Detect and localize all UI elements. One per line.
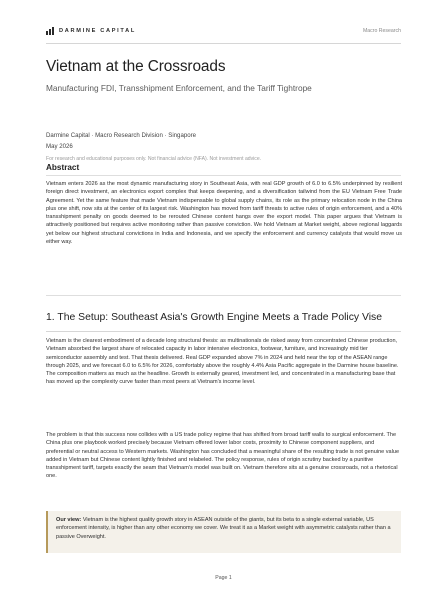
brand-name: DARMINE CAPITAL bbox=[59, 28, 136, 34]
publication-date: May 2026 bbox=[46, 143, 73, 150]
section-divider bbox=[46, 331, 401, 332]
abstract-divider bbox=[46, 175, 401, 176]
callout-text: Vietnam is the highest quality growth story in ASEAN outside of the giants, but its beta to a single external variable, US enforcement intensity, is higher than any other economy we cover. We treat it as a Market weight with asymmetric catalysts rather than a passive Overweight. bbox=[56, 517, 391, 540]
page-number: Page 1 bbox=[215, 575, 232, 581]
our-view-callout bbox=[46, 511, 401, 553]
document-type: Macro Research bbox=[362, 28, 401, 34]
section-heading: 1. The Setup: Southeast Asia's Growth Engine Meets a Trade Policy Vise bbox=[46, 312, 383, 323]
abstract-end-divider bbox=[46, 295, 401, 296]
section-paragraph-2: The problem is that this success now collides with a US trade policy regime that has shifted from broad tariff walls to surgical enforcement. The China plus one playbook worked precisely because Vietnam offered lower labor costs, proximity to Chinese component suppliers, and preferential or neutral access to Western markets. Washington has concluded that a meaningful share of the resulting trade is not genuine value added in Vietnam but Chinese content lightly finished and relabeled. The policy response, rules of origin scrutiny backed by a punitive transshipment tariff, targets exactly the seam that Vietnam's model was built on. Vietnam therefore sits at a genuine crossroads, not a rhetorical one. bbox=[46, 432, 400, 480]
bar-chart-logo-icon bbox=[46, 27, 54, 35]
section-paragraph-1: Vietnam is the clearest embodiment of a decade long structural thesis: as multinationals de risked away from concentrated Chinese production, Vietnam absorbed the largest share of relocated capacity in labor intensive electronics, footwear, furniture, and increasingly mid tier semiconductor assembly and test. That thesis delivered. Real GDP expanded above 7% in 2024 and held near the top of the ASEAN range through 2025, and we forecast 6.0 to 6.5% for 2026, comfortably above the roughly 4.4% Asia Pacific aggregate in the Darmine house baseline. The composition matters as much as the headline. Growth is externally geared, investment led, and concentrated in a manufacturing base that has moved up the complexity curve faster than most peers at Vietnam's income level. bbox=[46, 338, 399, 386]
callout-label: Our view: bbox=[56, 517, 82, 523]
disclaimer: For research and educational purposes only. Not financial advice (NFA). Not investment advice. bbox=[46, 156, 262, 162]
document-subtitle: Manufacturing FDI, Transshipment Enforcement, and the Tariff Tightrope bbox=[46, 83, 312, 93]
abstract-body: Vietnam enters 2026 as the most dynamic manufacturing story in Southeast Asia, with real GDP growth of 6.0 to 6.5% underpinned by resilient foreign direct investment, an electronics export complex that keeps deepening, and a diversification tailwind from the EU Vietnam Free Trade Agreement. Yet the same feature that made Vietnam indispensable to global supply chains, its role as the primary relocation node in the China plus one shift, now sits at the center of its largest risk. Washington has moved from tariff threats to active rules of origin enforcement, and a 40% transshipment penalty on goods deemed to be rerouted Chinese content hangs over the export model. This paper argues that Vietnam is attractively positioned but requires active monitoring rather than passive conviction. We hold Vietnam at Market weight, above regional laggards yet below our highest structural convictions in India and Indonesia, and we specify the enforcement and currency catalysts that would move us either way. bbox=[46, 181, 402, 246]
header-divider bbox=[46, 43, 401, 44]
document-title: Vietnam at the Crossroads bbox=[46, 58, 226, 75]
brand bbox=[46, 27, 136, 35]
abstract-heading: Abstract bbox=[46, 163, 80, 172]
byline: Darmine Capital · Macro Research Division · Singapore bbox=[46, 132, 197, 139]
header-bar bbox=[46, 24, 401, 38]
